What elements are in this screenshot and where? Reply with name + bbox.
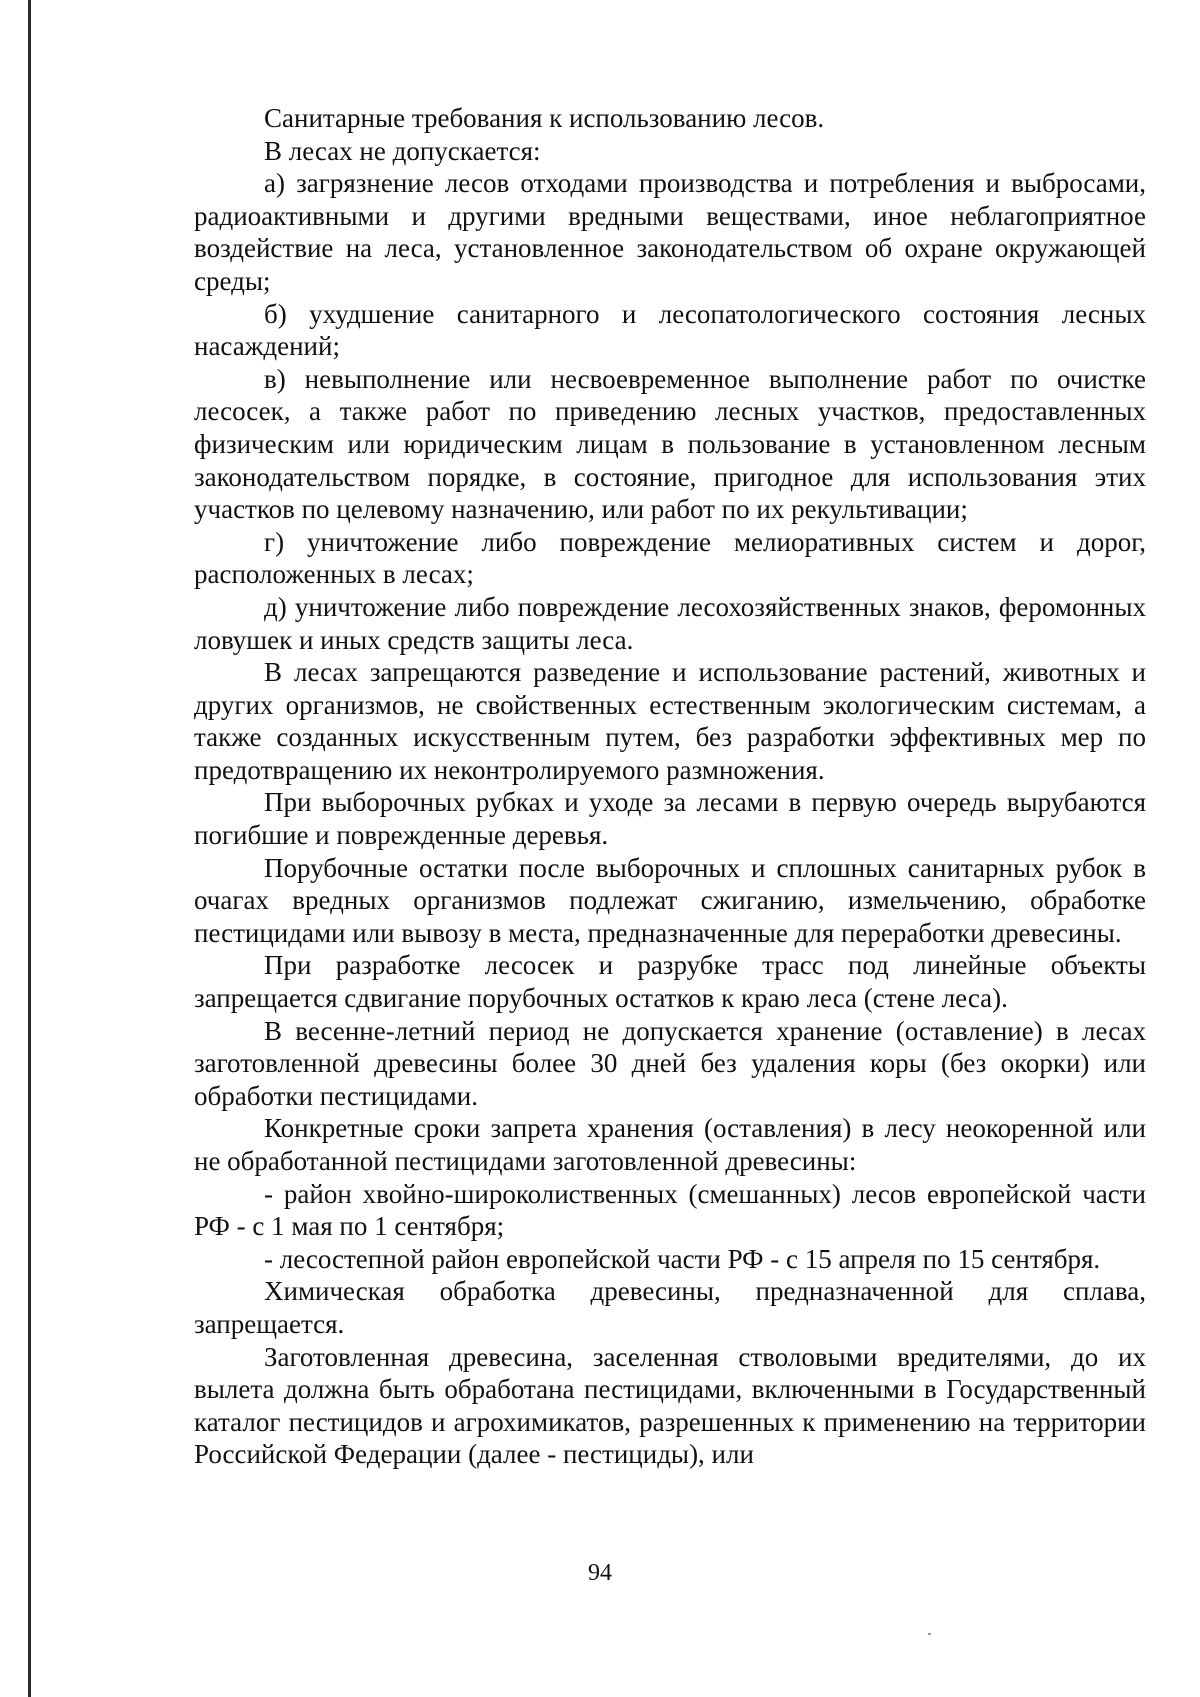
paragraph: При разработке лесосек и разрубке трасс под линейные объекты запрещается сдвигание порубочных остатков к краю леса (стене леса). — [194, 950, 1146, 1014]
scan-speck — [928, 1633, 931, 1635]
paragraph: Химическая обработка древесины, предназначенной для сплава, запрещается. — [194, 1276, 1146, 1339]
dash-list-item: - лесостепной район европейской части РФ - с 15 апреля по 15 сентября. — [264, 1243, 1101, 1274]
list-item-d: д) уничтожение либо повреждение лесохозяйственных знаков, феромонных ловушек и иных средств защиты леса. — [194, 591, 1146, 655]
scan-edge-line — [28, 0, 31, 1697]
document-body — [194, 102, 1146, 1471]
paragraph: Конкретные сроки запрета хранения (оставления) в лесу неокоренной или не обработанной пестицидами заготовленной древесины: — [194, 1113, 1146, 1176]
page-number: 94 — [588, 1560, 612, 1586]
list-item-v: в) невыполнение или несвоевременное выполнение работ по очистке лесосек, а также работ по приведению лесных участков, предоставленных физическим или юридическим лицам в пользование в установленном лесным законодательством порядке, в состояние, пригодное для использования этих участков по целевому назначению, или работ по их рекультивации; — [194, 363, 1146, 525]
dash-list-item: - район хвойно-широколиственных (смешанных) лесов европейской части РФ - с 1 мая по 1 сентября; — [194, 1178, 1146, 1242]
list-item-a: а) загрязнение лесов отходами производства и потребления и выбросами, радиоактивными и другими вредными веществами, иное неблагоприятное воздействие на леса, установленное законодательством об охране окружающей среды; — [194, 168, 1146, 296]
list-item-g: г) уничтожение либо повреждение мелиоративных систем и дорог, расположенных в лесах; — [194, 526, 1146, 590]
list-item-b: б) ухудшение санитарного и лесопатологического состояния лесных насаждений; — [194, 298, 1146, 362]
paragraph: Порубочные остатки после выборочных и сплошных санитарных рубок в очагах вредных организмов подлежат сжиганию, измельчению, обработке пестицидами или вывозу в места, предназначенные для переработки древесины. — [194, 852, 1146, 948]
paragraph: При выборочных рубках и уходе за лесами в первую очередь вырубаются погибшие и поврежденные деревья. — [194, 787, 1146, 851]
paragraph: В лесах запрещаются разведение и использование растений, животных и других организмов, не свойственных естественным экологическим системам, а также созданных искусственным путем, без разработки эффективных мер по предотвращению их неконтролируемого размножения. — [194, 657, 1146, 785]
section-heading: Санитарные требования к использованию лесов. — [264, 103, 825, 133]
paragraph: Заготовленная древесина, заселенная стволовыми вредителями, до их вылета должна быть обработана пестицидами, включенными в Государственный каталог пестицидов и агрохимикатов, разрешенных к применению на территории Российской Федерации (далее - пестициды), или — [194, 1341, 1146, 1470]
paragraph: В лесах не допускается: — [264, 135, 541, 166]
paragraph: В весенне-летний период не допускается хранение (оставление) в лесах заготовленной древесины более 30 дней без удаления коры (без окорки) или обработки пестицидами. — [194, 1015, 1146, 1111]
